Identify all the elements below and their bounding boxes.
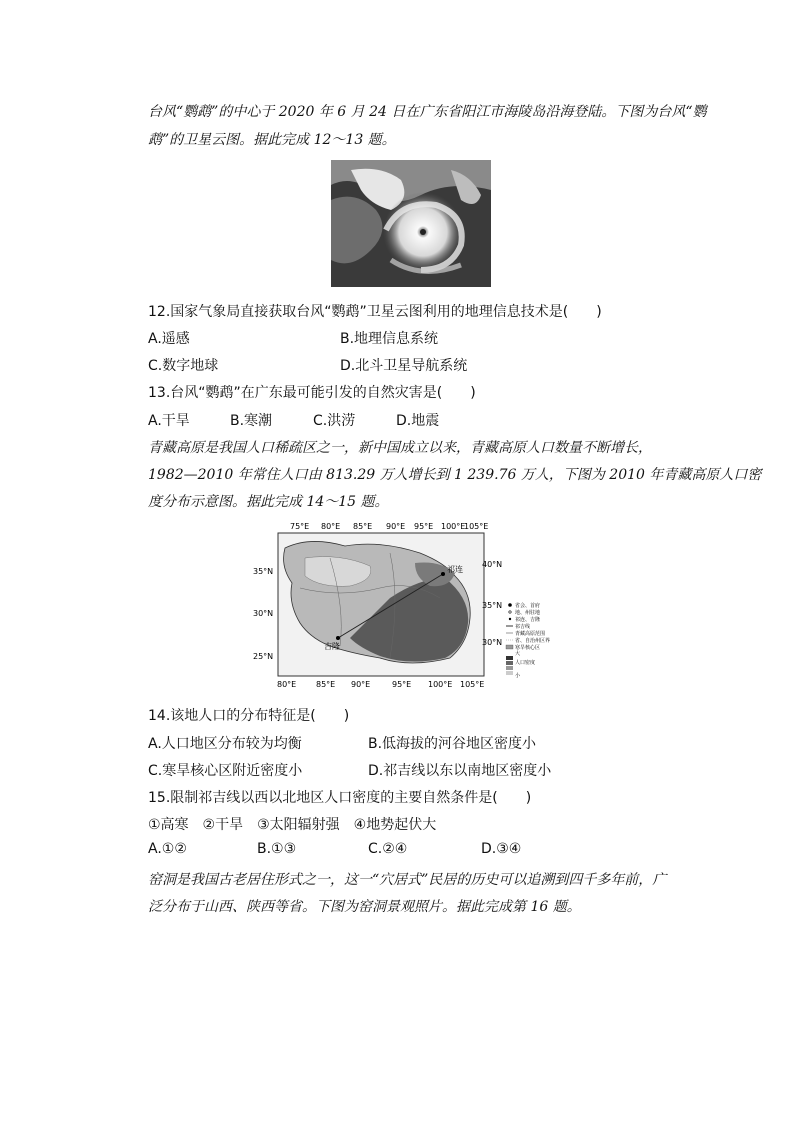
legend-5: 省、自治州区界 (515, 638, 551, 644)
q15-option-a[interactable]: A.①② (148, 841, 187, 857)
map-top-lon-4: 95°E (414, 522, 434, 531)
q12-option-a[interactable]: A.遥感 (148, 331, 190, 347)
map-bottom-lon-3: 95°E (392, 680, 412, 689)
q13-option-d[interactable]: D.地震 (396, 413, 440, 429)
map-city-jilong: 吉隆 (324, 642, 340, 651)
map-top-lon-6: 105°E (464, 522, 489, 531)
legend-6: 寒旱核心区 (515, 645, 541, 651)
q14-option-a[interactable]: A.人口地区分布较为均衡 (148, 736, 302, 752)
legend-2: 祁连、吉隆 (515, 617, 541, 623)
passage3-line2: 泛分布于山西、陕西等省。下图为窑洞景观照片。据此完成第 16 题。 (148, 899, 581, 915)
map-left-lat-0: 35°N (253, 567, 274, 576)
q12-option-d[interactable]: D.北斗卫星导航系统 (340, 358, 468, 374)
passage3-line1: 窑洞是我国古老居住形式之一，这一“穴居式”民居的历史可以追溯到四千多年前，广 (148, 872, 667, 888)
map-bottom-lon-5: 105°E (460, 680, 485, 689)
passage1-line2: 鹉”的卫星云图。据此完成 12～13 题。 (148, 132, 396, 148)
passage2-line3: 度分布示意图。据此完成 14～15 题。 (148, 494, 389, 510)
q12-option-b[interactable]: B.地理信息系统 (340, 331, 439, 347)
map-left-lat-1: 30°N (253, 609, 274, 618)
q14-option-b[interactable]: B.低海拔的河谷地区密度小 (368, 736, 537, 752)
map-bottom-lon-4: 100°E (428, 680, 453, 689)
map-city-qilian: 祁连 (447, 565, 463, 574)
q14-option-d[interactable]: D.祁吉线以东以南地区密度小 (368, 763, 552, 779)
q15-option-d[interactable]: D.③④ (481, 841, 522, 857)
map-top-lon-2: 85°E (353, 522, 373, 531)
q14-option-c[interactable]: C.寒旱核心区附近密度小 (148, 763, 303, 779)
legend-0: 省会、首府 (515, 603, 541, 609)
map-left-lat-2: 25°N (253, 652, 274, 661)
q15-option-c[interactable]: C.②④ (368, 841, 408, 857)
legend-4: 青藏高原范围 (515, 631, 546, 637)
map-legend (506, 602, 550, 679)
q15-stem: 15.限制祁吉线以西以北地区人口密度的主要自然条件是( ) (148, 790, 532, 806)
q13-option-b[interactable]: B.寒潮 (230, 413, 273, 429)
map-top-lon-0: 75°E (290, 522, 310, 531)
map-bottom-lon-1: 85°E (316, 680, 336, 689)
legend-1: 地、州驻地 (515, 610, 541, 616)
map-right-lat-0: 40°N (482, 560, 503, 569)
legend-7: 大 (515, 651, 521, 657)
legend-9: 人口密度 (515, 660, 536, 666)
passage2-line1: 青藏高原是我国人口稀疏区之一，新中国成立以来，青藏高原人口数量不断增长， (148, 440, 652, 456)
map-bottom-lon-0: 80°E (277, 680, 297, 689)
q14-stem: 14.该地人口的分布特征是( ) (148, 708, 350, 724)
map-top-lon-3: 90°E (386, 522, 406, 531)
q13-option-c[interactable]: C.洪涝 (313, 413, 356, 429)
map-top-lon-5: 100°E (441, 522, 466, 531)
passage2-line2: 1982—2010 年常住人口由 813.29 万人增长到 1 239.76 万人，下图为 2010 年青藏高原人口密 (148, 467, 762, 483)
legend-3: 祁吉线 (515, 624, 531, 630)
q15-option-b[interactable]: B.①③ (257, 841, 297, 857)
map-top-lon-1: 80°E (321, 522, 341, 531)
population-density-map (250, 518, 551, 690)
q13-option-a[interactable]: A.干旱 (148, 413, 190, 429)
legend-8: 小 (515, 673, 521, 679)
typhoon-satellite-image (331, 160, 491, 287)
map-right-lat-2: 30°N (482, 638, 503, 647)
q12-stem: 12.国家气象局直接获取台风“鹦鹉”卫星云图利用的地理信息技术是( ) (148, 304, 602, 320)
map-bottom-lon-2: 90°E (351, 680, 371, 689)
passage1-line1: 台风“鹦鹉”的中心于 2020 年 6 月 24 日在广东省阳江市海陵岛沿海登陆。下图为台风“鹦 (148, 104, 707, 120)
q15-conditions: ①高寒 ②干旱 ③太阳辐射强 ④地势起伏大 (148, 817, 437, 833)
map-right-lat-1: 35°N (482, 601, 503, 610)
q12-option-c[interactable]: C.数字地球 (148, 358, 219, 374)
q13-stem: 13.台风“鹦鹉”在广东最可能引发的自然灾害是( ) (148, 385, 476, 401)
